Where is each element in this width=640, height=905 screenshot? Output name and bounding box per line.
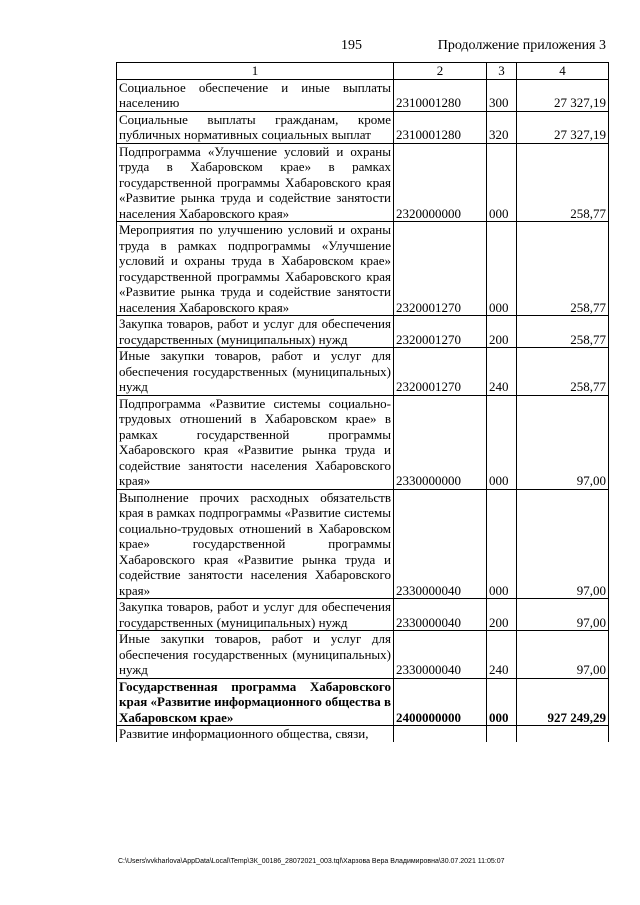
row-name: Подпрограмма «Улучшение условий и охраны труда в Хабаровском крае» в рамках государственной программы Хабаровского края «Развитие рынка труда и содействие занятости населения Хабаровского края» — [117, 143, 394, 222]
row-amount: 927 249,29 — [517, 678, 609, 726]
row-amount: 258,77 — [517, 348, 609, 396]
budget-table — [116, 62, 609, 742]
table-row — [117, 489, 609, 599]
row-amount: 27 327,19 — [517, 79, 609, 111]
row-expense-type: 000 — [487, 395, 517, 489]
row-name: Закупка товаров, работ и услуг для обеспечения государственных (муниципальных) нужд — [117, 316, 394, 348]
row-name: Государственная программа Хабаровского края «Развитие информационного общества в Хабаровском крае» — [117, 678, 394, 726]
table-header-row — [117, 63, 609, 80]
row-expense-type: 300 — [487, 79, 517, 111]
table-row — [117, 111, 609, 143]
row-amount: 258,77 — [517, 316, 609, 348]
table-row-program-total — [117, 678, 609, 726]
table-row — [117, 395, 609, 489]
row-amount: 258,77 — [517, 143, 609, 222]
row-name: Мероприятия по улучшению условий и охраны труда в рамках подпрограммы «Улучшение условий и охраны труда в Хабаровском крае» государственной программы Хабаровского края «Развитие рынка труда и содействие занятости населения Хабаровского края» — [117, 222, 394, 316]
row-expense-type: 240 — [487, 631, 517, 679]
column-header-3: 3 — [487, 63, 517, 80]
table-row — [117, 599, 609, 631]
row-amount: 97,00 — [517, 599, 609, 631]
row-name: Социальное обеспечение и иные выплаты населению — [117, 79, 394, 111]
row-expense-type: 000 — [487, 678, 517, 726]
row-name: Закупка товаров, работ и услуг для обеспечения государственных (муниципальных) нужд — [117, 599, 394, 631]
row-target-code: 2330000040 — [394, 631, 487, 679]
row-name: Выполнение прочих расходных обязательств края в рамках подпрограммы «Развитие системы социально-трудовых отношений в Хабаровском крае» государственной программы Хабаровского края «Развитие рынка труда и содействие занятости населения Хабаровского края» — [117, 489, 394, 599]
row-target-code — [394, 726, 487, 742]
row-expense-type — [487, 726, 517, 742]
row-expense-type: 320 — [487, 111, 517, 143]
row-expense-type: 200 — [487, 316, 517, 348]
continuation-label: Продолжение приложения 3 — [437, 38, 606, 53]
table-row — [117, 222, 609, 316]
row-expense-type: 000 — [487, 143, 517, 222]
row-amount: 97,00 — [517, 631, 609, 679]
table-row — [117, 631, 609, 679]
table-row — [117, 79, 609, 111]
row-expense-type: 240 — [487, 348, 517, 396]
column-header-1: 1 — [117, 63, 394, 80]
column-header-4: 4 — [517, 63, 609, 80]
table-row — [117, 143, 609, 222]
row-amount — [517, 726, 609, 742]
row-name: Иные закупки товаров, работ и услуг для обеспечения государственных (муниципальных) нужд — [117, 348, 394, 396]
row-target-code: 2310001280 — [394, 79, 487, 111]
row-target-code: 2330000040 — [394, 599, 487, 631]
row-name: Иные закупки товаров, работ и услуг для обеспечения государственных (муниципальных) нужд — [117, 631, 394, 679]
footer-file-path: C:\Users\vvkharlova\AppData\Local\Temp\ЗК_00186_28072021_003.tql\Харзова Вера Владимировна\30.07.2021 11:05:07 — [118, 858, 505, 865]
table-row — [117, 316, 609, 348]
row-name: Развитие информационного общества, связи, — [117, 726, 394, 742]
row-target-code: 2320000000 — [394, 143, 487, 222]
row-amount: 258,77 — [517, 222, 609, 316]
row-target-code: 2320001270 — [394, 222, 487, 316]
row-expense-type: 200 — [487, 599, 517, 631]
row-target-code: 2320001270 — [394, 316, 487, 348]
row-target-code: 2330000040 — [394, 489, 487, 599]
row-amount: 27 327,19 — [517, 111, 609, 143]
row-amount: 97,00 — [517, 489, 609, 599]
row-expense-type: 000 — [487, 489, 517, 599]
row-name: Социальные выплаты гражданам, кроме публичных нормативных социальных выплат — [117, 111, 394, 143]
row-target-code: 2320001270 — [394, 348, 487, 396]
table-row-cut — [117, 726, 609, 742]
row-expense-type: 000 — [487, 222, 517, 316]
page-number: 195 — [341, 38, 362, 53]
row-name: Подпрограмма «Развитие системы социально-трудовых отношений в Хабаровском крае» в рамках государственной программы Хабаровского края «Развитие рынка труда и содействие занятости населения Хабаровского края» — [117, 395, 394, 489]
row-target-code: 2330000000 — [394, 395, 487, 489]
column-header-2: 2 — [394, 63, 487, 80]
row-target-code: 2310001280 — [394, 111, 487, 143]
row-amount: 97,00 — [517, 395, 609, 489]
row-target-code: 2400000000 — [394, 678, 487, 726]
table-row — [117, 348, 609, 396]
